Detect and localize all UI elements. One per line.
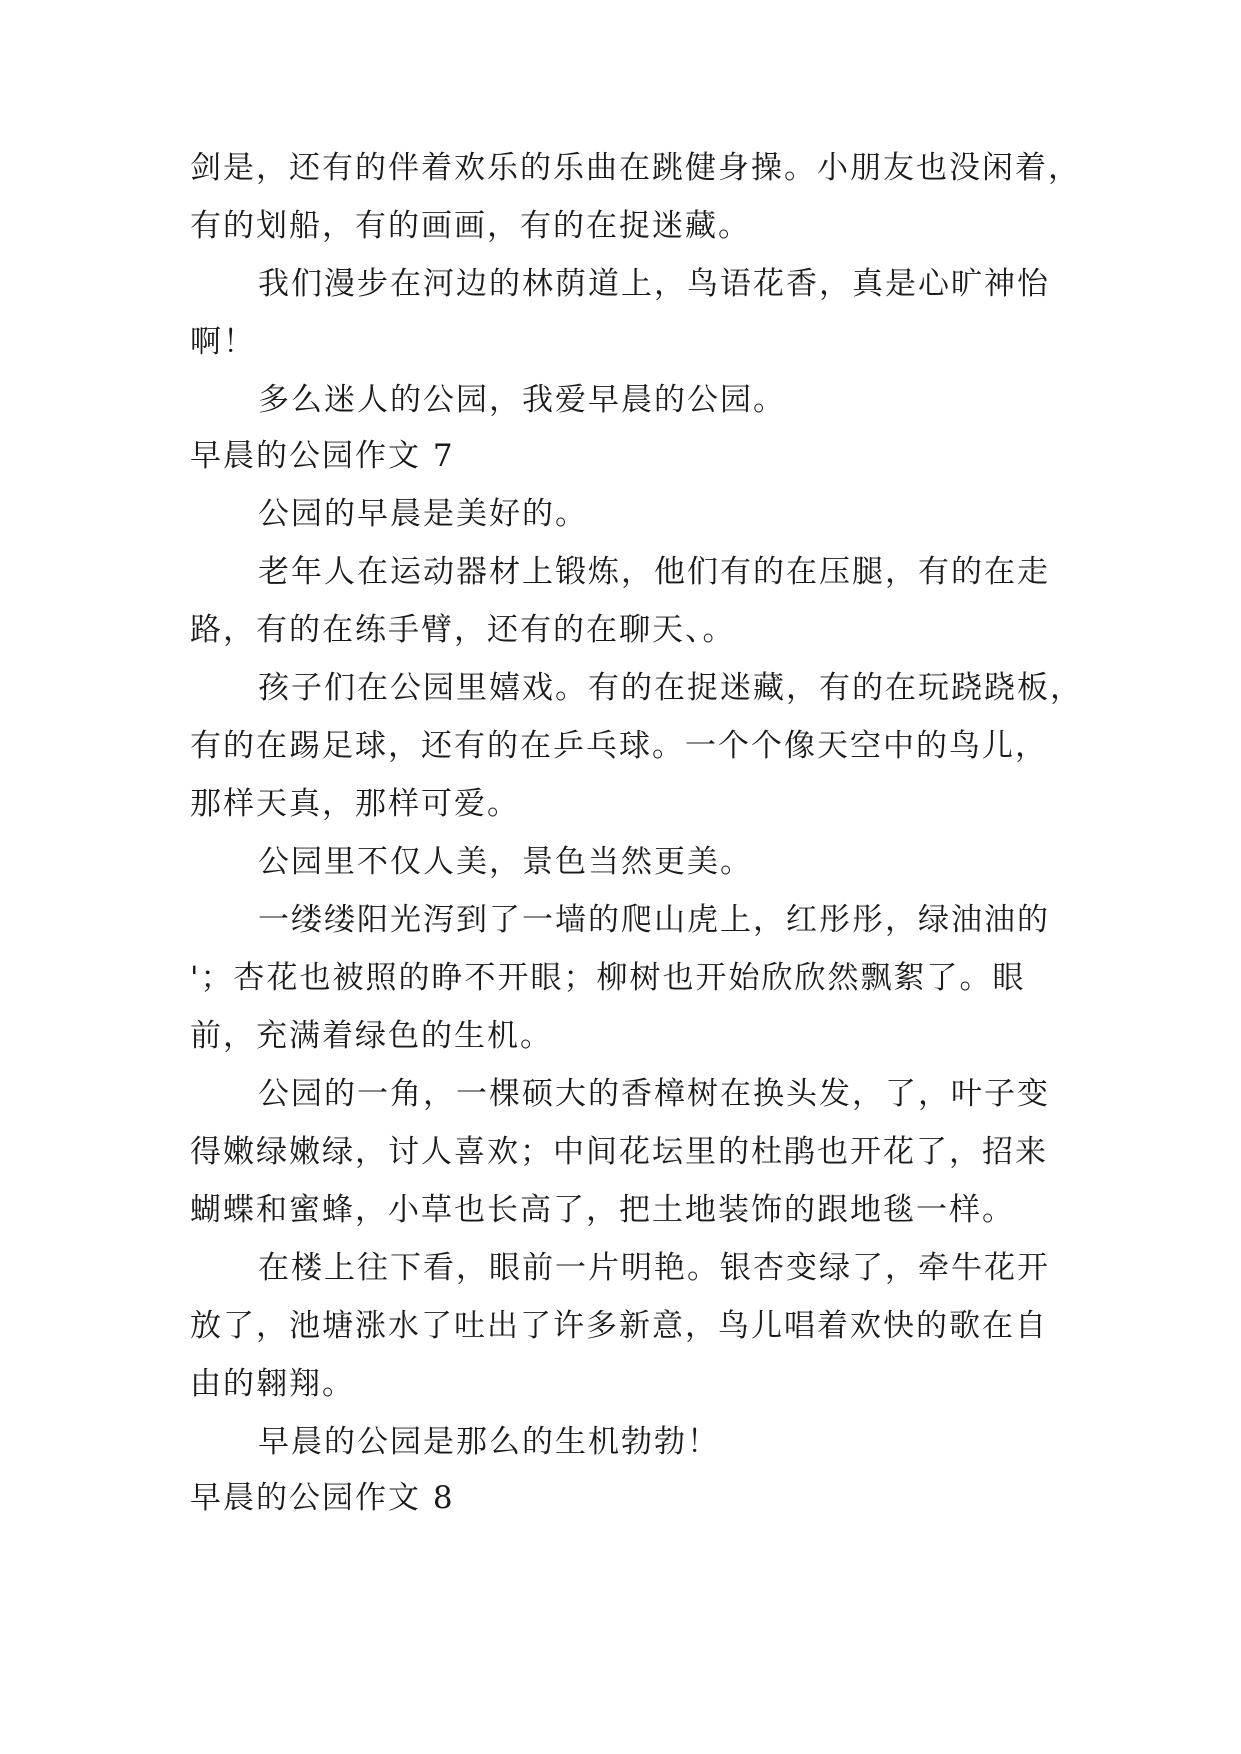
- paragraph-start: 老年人在运动器材上锻炼，他们有的在压腿，有的在走: [258, 554, 1050, 590]
- section-heading: 早晨的公园作文 7: [190, 438, 455, 474]
- text-line: 得嫩绿嫩绿，讨人喜欢；中间花坛里的杜鹃也开花了，招来: [190, 1134, 1048, 1170]
- text-line: 路，有的在练手臂，还有的在聊天、。: [190, 612, 736, 648]
- paragraph-start: 孩子们在公园里嬉戏。有的在捉迷藏，有的在玩跷跷板，: [258, 670, 1083, 706]
- paragraph-start: 公园里不仅人美，景色当然更美。: [258, 844, 753, 880]
- text-line: 蝴蝶和蜜蜂，小草也长高了，把土地装饰的跟地毯一样。: [190, 1192, 1015, 1228]
- text-line: '；杏花也被照的睁不开眼；柳树也开始欣欣然飘絮了。眼: [190, 960, 1026, 996]
- text-line: 有的在踢足球，还有的在乒乓球。一个个像天空中的鸟儿，: [190, 728, 1048, 764]
- text-line: 前，充满着绿色的生机。: [190, 1018, 553, 1054]
- text-line: 有的划船，有的画画，有的在捉迷藏。: [190, 208, 751, 244]
- paragraph-start: 多么迷人的公园，我爱早晨的公园。: [258, 382, 786, 418]
- text-line: 剑是，还有的伴着欢乐的乐曲在跳健身操。小朋友也没闲着，: [190, 150, 1081, 186]
- text-line: 啊！: [190, 324, 256, 360]
- paragraph-start: 早晨的公园是那么的生机勃勃！: [258, 1424, 720, 1460]
- paragraph-start: 在楼上往下看，眼前一片明艳。银杏变绿了，牵牛花开: [258, 1250, 1050, 1286]
- text-line: 那样天真，那样可爱。: [190, 786, 520, 822]
- paragraph-start: 一缕缕阳光泻到了一墙的爬山虎上，红彤彤，绿油油的: [258, 902, 1050, 938]
- section-heading: 早晨的公园作文 8: [190, 1480, 455, 1516]
- text-line: 放了，池塘涨水了吐出了许多新意，鸟儿唱着欢快的歌在自: [190, 1308, 1048, 1344]
- paragraph-start: 我们漫步在河边的林荫道上，鸟语花香，真是心旷神怡: [258, 266, 1050, 302]
- paragraph-start: 公园的一角，一棵硕大的香樟树在换头发，了，叶子变: [258, 1076, 1050, 1112]
- paragraph-start: 公园的早晨是美好的。: [258, 496, 588, 532]
- text-line: 由的翱翔。: [190, 1366, 355, 1402]
